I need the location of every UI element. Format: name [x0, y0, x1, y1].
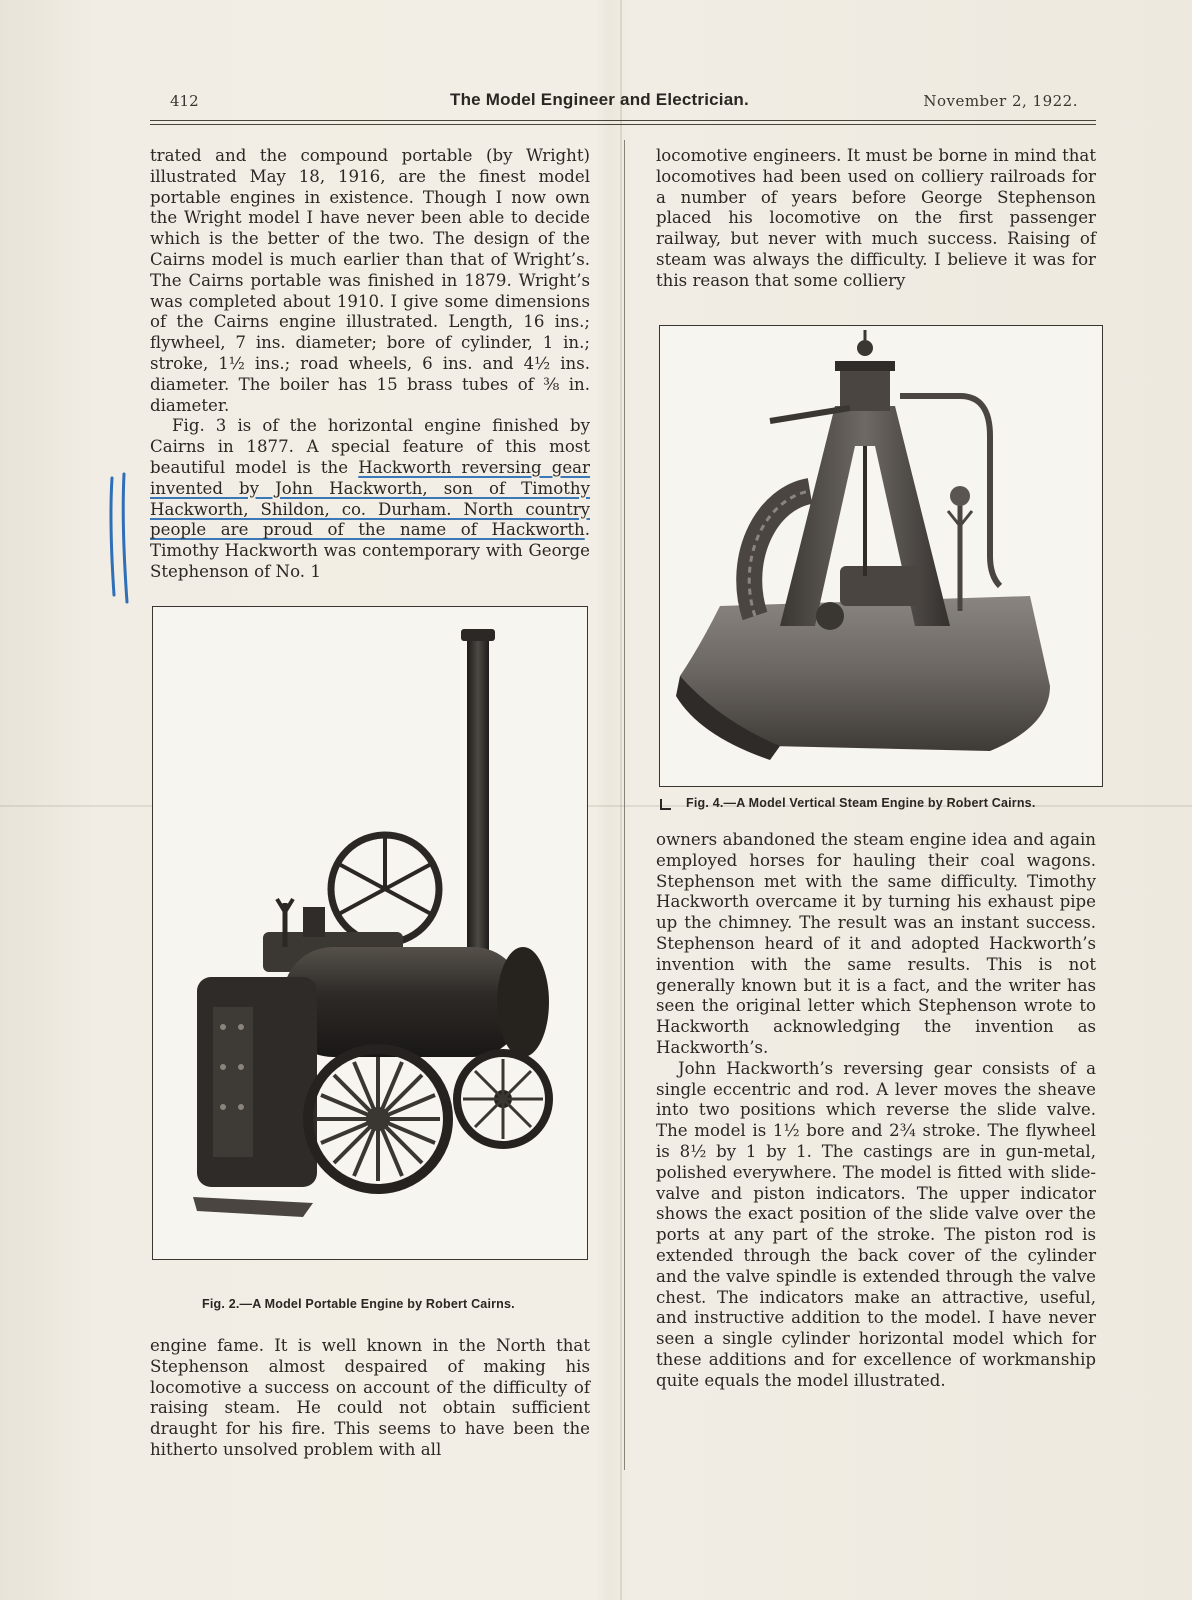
left-column-text-top [150, 146, 590, 583]
paragraph-text: Fig. 3 is of the horizontal engine finished by Cairns in 1877. A special feature of this most beautiful model is the [150, 416, 590, 477]
header-rule-top [150, 120, 1096, 121]
paragraph-reversing-gear: John Hackworth’s reversing gear consists of a single eccentric and rod. A lever moves the sheave into two positions which reverse the slide valve. The model is 1½ bore and 2¾ stroke. The flywheel is 8½ by 1 by 1. The castings are in gun-metal, polished everywhere. The model is fitted with slide-valve and piston indicators. The upper indicator shows the exact position of the slide valve over the ports at any part of the stroke. The piston rod is extended through the back cover of the cylinder and the valve spindle is extended through the valve chest. The indicators make an attractive, useful, and instructive addition to the model. I have never seen a single cylinder horizontal model which for these additions and for excellence of workmanship quite equals the model illustrated. [656, 1058, 1096, 1390]
small-arrow-icon [660, 798, 672, 810]
header-rule-bottom [150, 124, 1096, 125]
right-column-text-top [656, 146, 1096, 292]
page-number: 412 [170, 92, 199, 110]
running-header [150, 90, 1088, 114]
figure-2-photo [152, 606, 588, 1260]
paragraph-horizontal-engine [150, 416, 590, 582]
figure-2-caption: Fig. 2.—A Model Portable Engine by Robert Cairns. [202, 1297, 515, 1311]
right-column-text-bottom [656, 830, 1096, 1392]
portable-engine-illustration-icon [153, 607, 587, 1259]
left-column-text-bottom [150, 1336, 590, 1461]
vertical-engine-illustration-icon [660, 326, 1102, 786]
fold-crease-vertical [620, 0, 622, 1600]
journal-title: The Model Engineer and Electrician. [450, 90, 749, 109]
paragraph-text: . Timothy Hackworth was contemporary with George Stephenson of No. 1 [150, 520, 590, 581]
paragraph-locomotive-engineers: locomotive engineers. It must be borne in mind that locomotives had been used on colliery railroads for a number of years before George Stephenson placed his locomotive on the first passenger railway, but never with much success. Raising of steam was always the difficulty. I believe it was for this reason that some colliery [656, 146, 1096, 290]
paragraph-colliery-owners: owners abandoned the steam engine idea and again employed horses for hauling their coal wagons. Stephenson met with the same difficulty. Timothy Hackworth overcame it by turning his exhaust pipe up the chimney. The result was an instant success. Stephenson heard of it and adopted Hackworth’s invention with the same results. This is not generally known but it is a fact, and the writer has seen the original letter which Stephenson wrote to Hackworth acknowledging the invention as Hackworth’s. [656, 830, 1096, 1057]
column-divider [624, 140, 625, 1470]
issue-date: November 2, 1922. [923, 92, 1078, 110]
underlined-passage: Hackworth reversing gear invented by John Hackworth, son of Timothy Hackworth, Shildon, co. Durham. North country people are proud of the name of Hackworth [150, 457, 590, 540]
figure-4-photo [659, 325, 1103, 787]
paragraph-stephenson-steam: engine fame. It is well known in the North that Stephenson almost despaired of making his locomotive a success on account of the difficulty of raising steam. He could not obtain sufficient draught for his fire. This seems to have been the hitherto unsolved problem with all [150, 1336, 590, 1459]
pen-margin-mark-icon [100, 470, 140, 610]
paragraph-portable-engines: trated and the compound portable (by Wright) illustrated May 18, 1916, are the finest model portable engines in existence. Though I now own the Wright model I have never been able to decide which is the better of the two. The design of the Cairns model is much earlier than that of Wright’s. The Cairns portable was finished in 1879. Wright’s was completed about 1910. I give some dimensions of the Cairns engine illustrated. Length, 16 ins.; flywheel, 7 ins. diameter; bore of cylinder, 1 in.; stroke, 1½ ins.; road wheels, 6 ins. and 4½ ins. diameter. The boiler has 15 brass tubes of ⅜ in. diameter. [150, 146, 590, 415]
figure-4-caption: Fig. 4.—A Model Vertical Steam Engine by Robert Cairns. [686, 796, 1036, 810]
